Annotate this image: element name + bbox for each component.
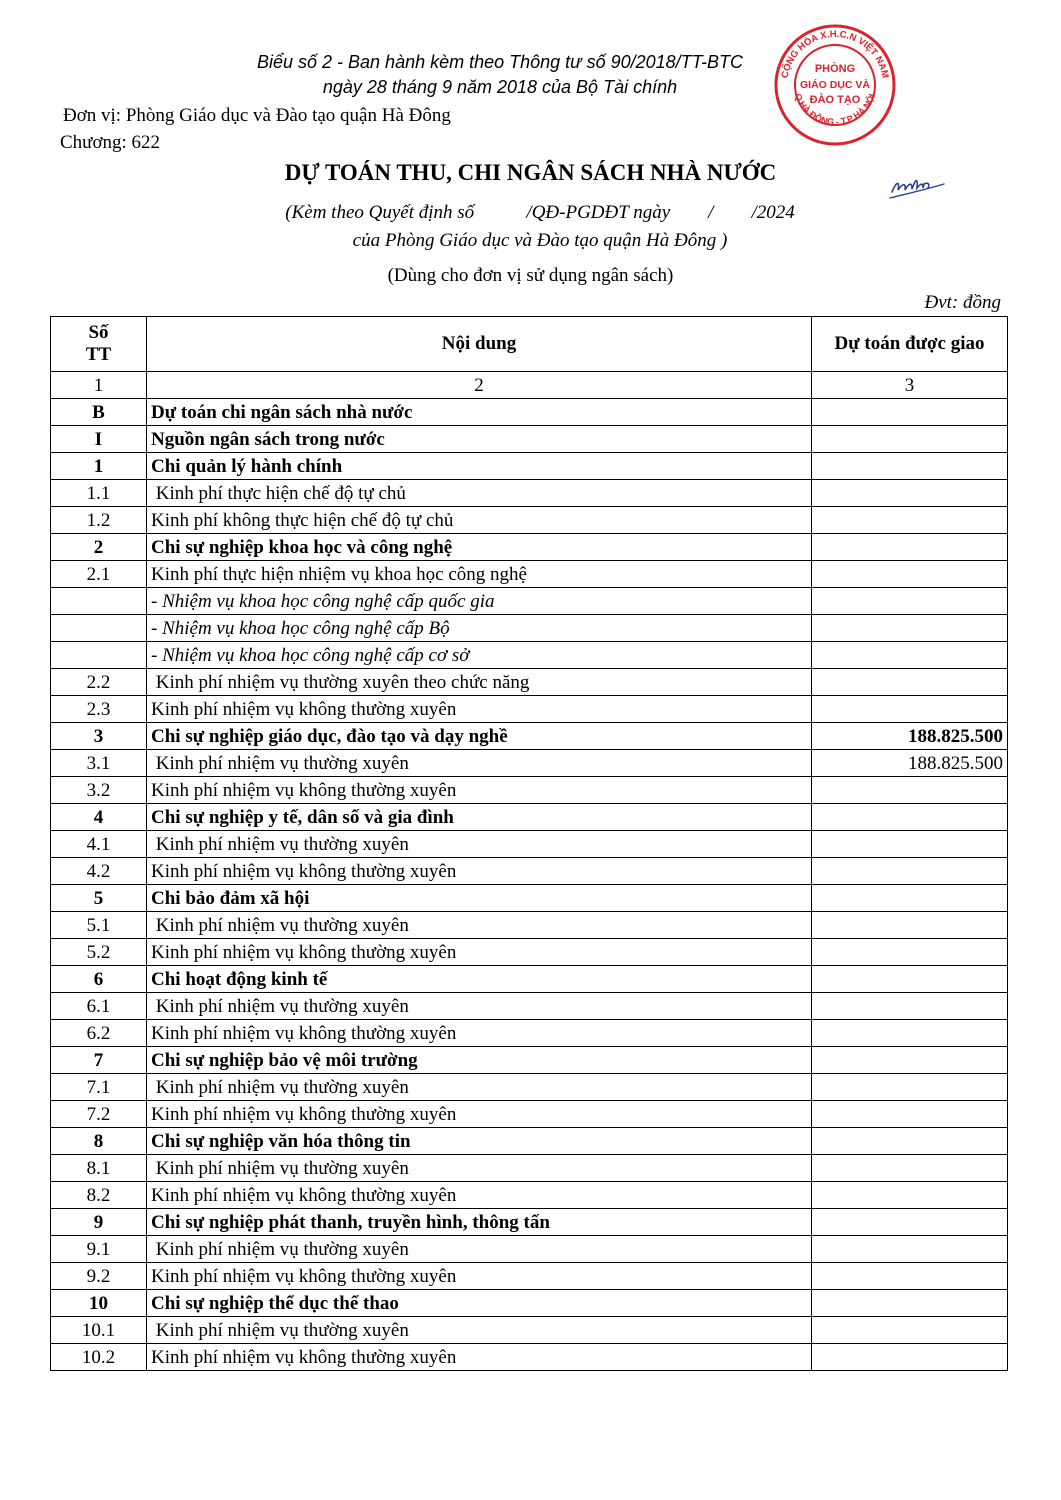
table-header-row <box>51 317 1008 372</box>
table-row <box>51 1020 1008 1047</box>
table-body <box>51 399 1008 1371</box>
row-number <box>51 615 147 642</box>
decision-reference <box>250 199 830 255</box>
row-amount <box>812 696 1008 723</box>
row-content: Chi sự nghiệp y tế, dân số và gia đình <box>147 804 812 831</box>
row-number: 6.1 <box>51 993 147 1020</box>
unit-name: Đơn vị: Phòng Giáo dục và Đào tạo quận Hà Đông <box>63 105 451 126</box>
row-content: Kinh phí nhiệm vụ thường xuyên <box>147 1236 812 1263</box>
row-content: Chi sự nghiệp khoa học và công nghệ <box>147 534 812 561</box>
row-content: Kinh phí nhiệm vụ thường xuyên theo chức năng <box>147 669 812 696</box>
table-row <box>51 966 1008 993</box>
row-amount <box>812 1263 1008 1290</box>
stamp-bottom-text: Q.HÀ ĐÔNG - T.P HÀ NỘI <box>792 92 878 127</box>
row-amount: 188.825.500 <box>812 750 1008 777</box>
usage-note: (Dùng cho đơn vị sử dụng ngân sách) <box>387 265 674 286</box>
table-row <box>51 885 1008 912</box>
decision-reference-line2: của Phòng Giáo dục và Đào tạo quận Hà Đông ) <box>352 230 728 251</box>
row-amount <box>812 912 1008 939</box>
row-amount <box>812 1236 1008 1263</box>
row-content: - Nhiệm vụ khoa học công nghệ cấp quốc gia <box>147 588 812 615</box>
column-number: 1 <box>51 372 147 399</box>
row-amount <box>812 615 1008 642</box>
row-amount <box>812 669 1008 696</box>
row-content: Kinh phí nhiệm vụ thường xuyên <box>147 912 812 939</box>
row-number: 1.1 <box>51 480 147 507</box>
row-content: Kinh phí nhiệm vụ không thường xuyên <box>147 1263 812 1290</box>
row-number: 2.2 <box>51 669 147 696</box>
row-number: 2.3 <box>51 696 147 723</box>
row-amount <box>812 534 1008 561</box>
row-number: 10 <box>51 1290 147 1317</box>
row-content: Kinh phí nhiệm vụ không thường xuyên <box>147 1101 812 1128</box>
column-header-content: Nội dung <box>147 317 812 372</box>
row-number <box>51 642 147 669</box>
row-amount <box>812 885 1008 912</box>
row-content: Chi sự nghiệp thể dục thể thao <box>147 1290 812 1317</box>
row-content: Kinh phí nhiệm vụ thường xuyên <box>147 831 812 858</box>
row-content: Kinh phí nhiệm vụ không thường xuyên <box>147 858 812 885</box>
row-content: Chi sự nghiệp văn hóa thông tin <box>147 1128 812 1155</box>
table-row <box>51 1344 1008 1371</box>
stamp-center-line2: GIÁO DỤC VÀ <box>799 79 871 91</box>
row-amount <box>812 1209 1008 1236</box>
table-row <box>51 1236 1008 1263</box>
row-content: Kinh phí thực hiện chế độ tự chủ <box>147 480 812 507</box>
chapter-code: Chương: 622 <box>60 132 161 153</box>
form-reference-line2: ngày 28 tháng 9 năm 2018 của Bộ Tài chính <box>322 77 678 97</box>
row-number: 3 <box>51 723 147 750</box>
row-number: 6.2 <box>51 1020 147 1047</box>
stamp-ring-text: CỘNG HÒA X.H.C.N VIỆT NAM <box>779 28 891 80</box>
table-row <box>51 696 1008 723</box>
table-row <box>51 912 1008 939</box>
row-content: - Nhiệm vụ khoa học công nghệ cấp cơ sở <box>147 642 812 669</box>
row-amount <box>812 858 1008 885</box>
row-number: 3.2 <box>51 777 147 804</box>
row-content: Chi sự nghiệp phát thanh, truyền hình, thông tấn <box>147 1209 812 1236</box>
table-row <box>51 1101 1008 1128</box>
row-content: Chi hoạt động kinh tế <box>147 966 812 993</box>
row-content: Kinh phí không thực hiện chế độ tự chủ <box>147 507 812 534</box>
table-row <box>51 642 1008 669</box>
row-amount <box>812 966 1008 993</box>
page-title: DỰ TOÁN THU, CHI NGÂN SÁCH NHÀ NƯỚC <box>284 160 777 185</box>
row-amount <box>812 453 1008 480</box>
table-row <box>51 669 1008 696</box>
column-number-row <box>51 372 1008 399</box>
row-number: I <box>51 426 147 453</box>
row-amount <box>812 777 1008 804</box>
row-number: 8 <box>51 1128 147 1155</box>
row-amount <box>812 831 1008 858</box>
row-content: Chi sự nghiệp bảo vệ môi trường <box>147 1047 812 1074</box>
table-row <box>51 1263 1008 1290</box>
row-number: 5.2 <box>51 939 147 966</box>
row-amount <box>812 642 1008 669</box>
table-row <box>51 1155 1008 1182</box>
table-row <box>51 1290 1008 1317</box>
column-number: 3 <box>812 372 1008 399</box>
form-reference-line1: Biểu số 2 - Ban hành kèm theo Thông tư số 90/2018/TT-BTC <box>256 52 744 72</box>
row-amount <box>812 1344 1008 1371</box>
row-number: 9 <box>51 1209 147 1236</box>
row-amount <box>812 588 1008 615</box>
row-content: Chi sự nghiệp giáo dục, đào tạo và dạy nghề <box>147 723 812 750</box>
row-amount <box>812 507 1008 534</box>
row-number: 7.2 <box>51 1101 147 1128</box>
official-stamp <box>772 22 898 148</box>
row-amount <box>812 804 1008 831</box>
table-row <box>51 1128 1008 1155</box>
row-amount <box>812 1182 1008 1209</box>
row-content: Kinh phí nhiệm vụ thường xuyên <box>147 993 812 1020</box>
row-number: 7.1 <box>51 1074 147 1101</box>
row-content: Kinh phí nhiệm vụ không thường xuyên <box>147 1182 812 1209</box>
column-header-stt: Số TT <box>51 317 147 372</box>
row-content: Kinh phí nhiệm vụ không thường xuyên <box>147 1020 812 1047</box>
row-amount <box>812 939 1008 966</box>
row-amount <box>812 561 1008 588</box>
row-number: 2 <box>51 534 147 561</box>
table-row <box>51 561 1008 588</box>
table-row <box>51 939 1008 966</box>
table-row <box>51 426 1008 453</box>
row-content: Kinh phí nhiệm vụ không thường xuyên <box>147 1344 812 1371</box>
table-row <box>51 507 1008 534</box>
row-number: 9.2 <box>51 1263 147 1290</box>
row-content: Chi quản lý hành chính <box>147 453 812 480</box>
row-number: 4.2 <box>51 858 147 885</box>
row-number: 1.2 <box>51 507 147 534</box>
row-amount <box>812 993 1008 1020</box>
row-number: 9.1 <box>51 1236 147 1263</box>
row-amount <box>812 1101 1008 1128</box>
form-reference <box>200 50 800 100</box>
table-row <box>51 723 1008 750</box>
stamp-center-line1: PHÒNG <box>814 63 856 75</box>
row-content: Kinh phí nhiệm vụ không thường xuyên <box>147 939 812 966</box>
table-row <box>51 1074 1008 1101</box>
column-number: 2 <box>147 372 812 399</box>
table-row <box>51 993 1008 1020</box>
row-number: 1 <box>51 453 147 480</box>
row-amount <box>812 1128 1008 1155</box>
row-content: Chi bảo đảm xã hội <box>147 885 812 912</box>
table-row <box>51 777 1008 804</box>
row-content: Kinh phí nhiệm vụ không thường xuyên <box>147 696 812 723</box>
row-amount <box>812 1020 1008 1047</box>
row-number: 10.1 <box>51 1317 147 1344</box>
row-number: 7 <box>51 1047 147 1074</box>
table-row <box>51 858 1008 885</box>
table-row <box>51 534 1008 561</box>
row-number: 5 <box>51 885 147 912</box>
row-amount <box>812 1047 1008 1074</box>
row-content: Kinh phí nhiệm vụ thường xuyên <box>147 750 812 777</box>
row-number: B <box>51 399 147 426</box>
row-amount <box>812 480 1008 507</box>
table-row <box>51 1182 1008 1209</box>
row-amount <box>812 426 1008 453</box>
row-amount: 188.825.500 <box>812 723 1008 750</box>
column-header-amount: Dự toán được giao <box>812 317 1008 372</box>
signature-mark <box>888 170 946 202</box>
table-row <box>51 588 1008 615</box>
table-row <box>51 453 1008 480</box>
row-content: Nguồn ngân sách trong nước <box>147 426 812 453</box>
row-number: 8.1 <box>51 1155 147 1182</box>
row-content: Kinh phí nhiệm vụ thường xuyên <box>147 1155 812 1182</box>
currency-unit: Đvt: đồng <box>924 292 1001 313</box>
row-number: 3.1 <box>51 750 147 777</box>
row-amount <box>812 1155 1008 1182</box>
row-content: Kinh phí nhiệm vụ thường xuyên <box>147 1074 812 1101</box>
row-number: 6 <box>51 966 147 993</box>
table-row <box>51 750 1008 777</box>
table-row <box>51 1317 1008 1344</box>
row-amount <box>812 399 1008 426</box>
row-amount <box>812 1317 1008 1344</box>
table-row <box>51 831 1008 858</box>
table-row <box>51 615 1008 642</box>
row-amount <box>812 1074 1008 1101</box>
row-amount <box>812 1290 1008 1317</box>
row-content: Dự toán chi ngân sách nhà nước <box>147 399 812 426</box>
stamp-center-line3: ĐÀO TẠO <box>809 94 861 106</box>
table-row <box>51 804 1008 831</box>
row-number: 8.2 <box>51 1182 147 1209</box>
budget-table <box>50 316 1008 1371</box>
row-content: Kinh phí nhiệm vụ thường xuyên <box>147 1317 812 1344</box>
row-content: - Nhiệm vụ khoa học công nghệ cấp Bộ <box>147 615 812 642</box>
row-content: Kinh phí thực hiện nhiệm vụ khoa học công nghệ <box>147 561 812 588</box>
row-number: 5.1 <box>51 912 147 939</box>
table-row <box>51 480 1008 507</box>
row-content: Kinh phí nhiệm vụ không thường xuyên <box>147 777 812 804</box>
row-number: 4 <box>51 804 147 831</box>
row-number <box>51 588 147 615</box>
table-row <box>51 399 1008 426</box>
table-row <box>51 1209 1008 1236</box>
row-number: 2.1 <box>51 561 147 588</box>
table-row <box>51 1047 1008 1074</box>
row-number: 10.2 <box>51 1344 147 1371</box>
decision-reference-line1: (Kèm theo Quyết định số /QĐ-PGDĐT ngày / /2024 <box>285 202 795 223</box>
row-number: 4.1 <box>51 831 147 858</box>
